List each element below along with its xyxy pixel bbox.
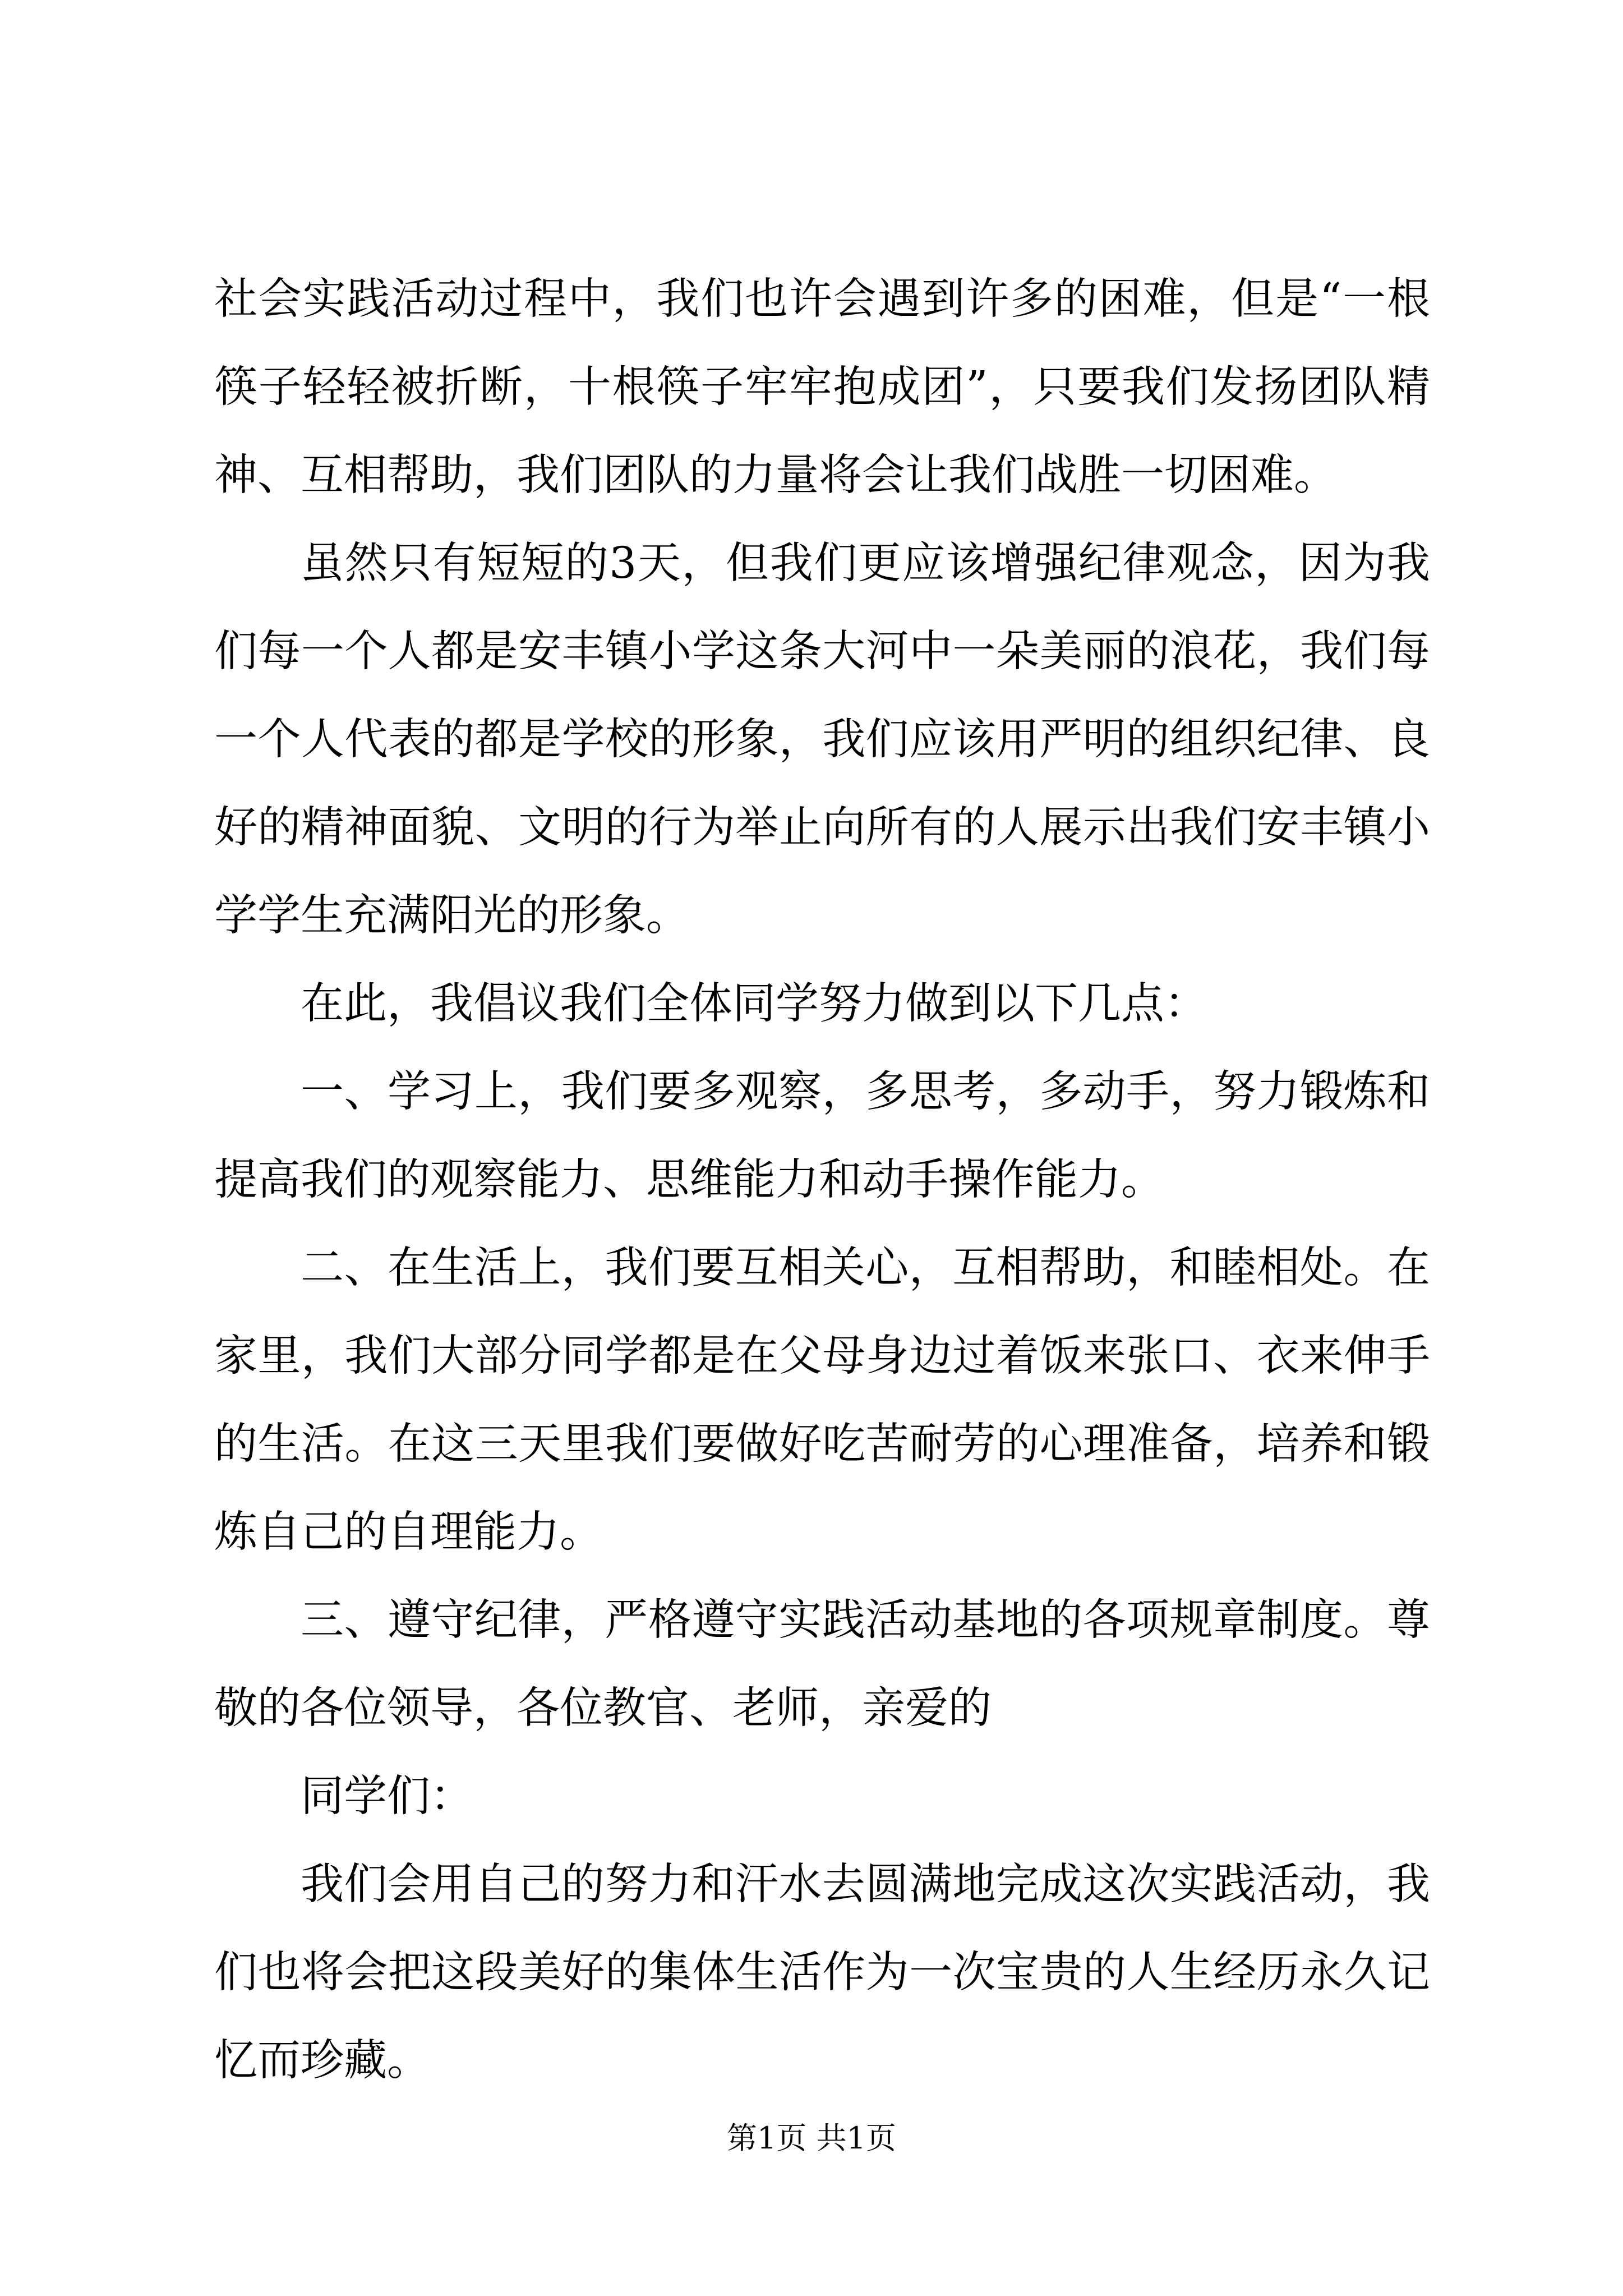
paragraph-1: 社会实践活动过程中，我们也许会遇到许多的困难，但是“一根筷子轻轻被折断，十根筷子牢牢抱成团”，只要我们发扬团队精神、互相帮助，我们团队的力量将会让我们战胜一切困难。	[214, 274, 1430, 500]
document-body	[214, 255, 1430, 2105]
paragraph-7: 同学们：	[301, 1772, 473, 1821]
paragraph-5: 二、在生活上，我们要互相关心，互相帮助，和睦相处。在家里，我们大部分同学都是在父母身边过着饭来张口、衣来伸手的生活。在这三天里我们要做好吃苦耐劳的心理准备，培养和锻炼自己的自理能力。	[214, 1243, 1430, 1557]
paragraph-4: 一、学习上，我们要多观察，多思考，多动手，努力锻炼和提高我们的观察能力、思维能力和动手操作能力。	[214, 1067, 1430, 1205]
paragraph-8: 我们会用自己的努力和汗水去圆满地完成这次实践活动，我们也将会把这段美好的集体生活作为一次宝贵的人生经历永久记忆而珍藏。	[214, 1860, 1430, 2086]
page-footer: 第1页 共1页	[727, 2120, 896, 2156]
paragraph-2: 虽然只有短短的3天，但我们更应该增强纪律观念，因为我们每一个人都是安丰镇小学这条大河中一朵美丽的浪花，我们每一个人代表的都是学校的形象，我们应该用严明的组织纪律、良好的精神面貌、文明的行为举止向所有的人展示出我们安丰镇小学学生充满阳光的形象。	[214, 539, 1430, 941]
paragraph-3: 在此，我倡议我们全体同学努力做到以下几点：	[301, 979, 1207, 1029]
paragraph-6: 三、遵守纪律，严格遵守实践活动基地的各项规章制度。尊敬的各位领导，各位教官、老师，亲爱的	[214, 1595, 1430, 1733]
